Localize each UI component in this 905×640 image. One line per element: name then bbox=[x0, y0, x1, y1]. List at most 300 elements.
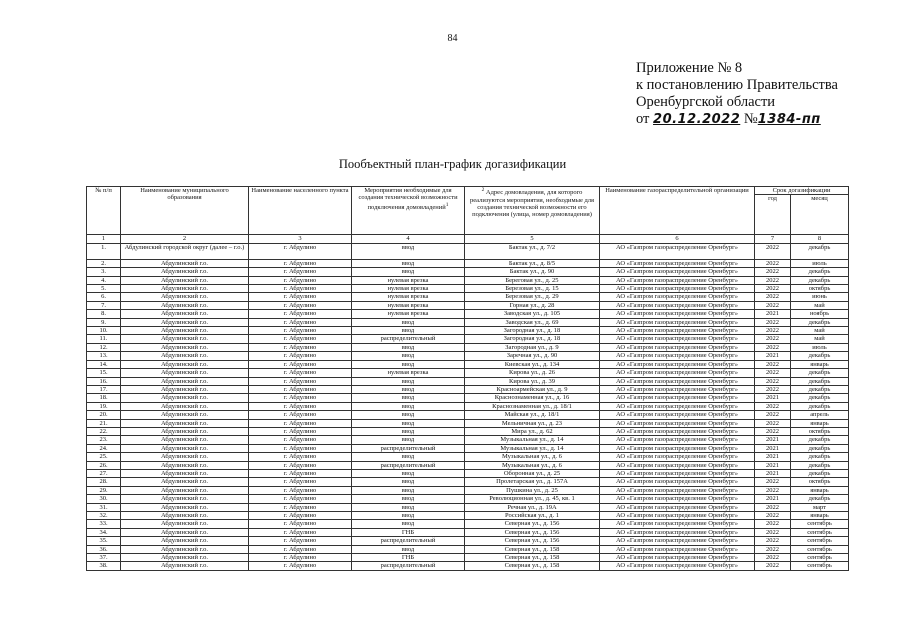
municipality-cell: Абдулинский г.о. bbox=[121, 327, 249, 335]
year-cell: 2022 bbox=[755, 411, 791, 419]
month-cell: декабрь bbox=[791, 436, 849, 444]
year-cell: 2022 bbox=[755, 512, 791, 520]
year-cell: 2021 bbox=[755, 394, 791, 402]
year-cell: 2022 bbox=[755, 335, 791, 343]
header-row bbox=[87, 187, 849, 195]
col-number: 8 bbox=[791, 235, 849, 243]
year-cell: 2022 bbox=[755, 259, 791, 267]
table-row bbox=[87, 335, 849, 343]
municipality-cell: Абдулинский г.о. bbox=[121, 285, 249, 293]
year-cell: 2022 bbox=[755, 537, 791, 545]
address-cell: Северная ул., д. 156 bbox=[465, 520, 600, 528]
month-cell: декабрь bbox=[791, 268, 849, 276]
table-row bbox=[87, 276, 849, 284]
year-cell: 2022 bbox=[755, 276, 791, 284]
month-cell: декабрь bbox=[791, 385, 849, 393]
org-cell: АО «Газпром газораспределение Оренбург» bbox=[600, 427, 755, 435]
header-measures-text: Мероприятия необходимые для создания технической возможности подключения домовладений bbox=[358, 187, 458, 211]
table-row bbox=[87, 352, 849, 360]
table-row bbox=[87, 495, 849, 503]
locality-cell: г. Абдулино bbox=[249, 285, 352, 293]
year-cell: 2022 bbox=[755, 385, 791, 393]
org-cell: АО «Газпром газораспределение Оренбург» bbox=[600, 419, 755, 427]
month-cell: октябрь bbox=[791, 427, 849, 435]
locality-cell: г. Абдулино bbox=[249, 453, 352, 461]
year-cell: 2022 bbox=[755, 318, 791, 326]
month-cell: июль bbox=[791, 343, 849, 351]
locality-cell: г. Абдулино bbox=[249, 537, 352, 545]
table-row bbox=[87, 394, 849, 402]
municipality-cell: Абдулинский г.о. bbox=[121, 310, 249, 318]
municipality-cell: Абдулинский г.о. bbox=[121, 369, 249, 377]
locality-cell: г. Абдулино bbox=[249, 554, 352, 562]
col-number: 3 bbox=[249, 235, 352, 243]
org-cell: АО «Газпром газораспределение Оренбург» bbox=[600, 444, 755, 452]
year-cell: 2021 bbox=[755, 495, 791, 503]
header-municipality: Наименование муниципального образования bbox=[121, 187, 249, 235]
year-cell: 2022 bbox=[755, 562, 791, 570]
org-cell: АО «Газпром газораспределение Оренбург» bbox=[600, 562, 755, 570]
row-number: 14. bbox=[87, 360, 121, 368]
municipality-cell: Абдулинский г.о. bbox=[121, 520, 249, 528]
measure-cell: ввод bbox=[352, 243, 465, 259]
year-cell: 2022 bbox=[755, 478, 791, 486]
municipality-cell: Абдулинский г.о. bbox=[121, 495, 249, 503]
year-cell: 2022 bbox=[755, 360, 791, 368]
address-cell: Российская ул., д. 1 bbox=[465, 512, 600, 520]
row-number: 34. bbox=[87, 528, 121, 536]
number-label: № bbox=[743, 111, 758, 127]
locality-cell: г. Абдулино bbox=[249, 444, 352, 452]
month-cell: январь bbox=[791, 512, 849, 520]
locality-cell: г. Абдулино bbox=[249, 461, 352, 469]
col-number: 1 bbox=[87, 235, 121, 243]
municipality-cell: Абдулинский г.о. bbox=[121, 486, 249, 494]
table-row bbox=[87, 512, 849, 520]
org-cell: АО «Газпром газораспределение Оренбург» bbox=[600, 503, 755, 511]
address-cell: Бактак ул., д. 8/5 bbox=[465, 259, 600, 267]
locality-cell: г. Абдулино bbox=[249, 352, 352, 360]
month-cell: декабрь bbox=[791, 276, 849, 284]
municipality-cell: Абдулинский г.о. bbox=[121, 318, 249, 326]
measure-cell: ввод bbox=[352, 495, 465, 503]
row-number: 28. bbox=[87, 478, 121, 486]
month-cell: декабрь bbox=[791, 444, 849, 452]
month-cell: декабрь bbox=[791, 461, 849, 469]
address-cell: Березовая ул., д. 29 bbox=[465, 293, 600, 301]
month-cell: сентябрь bbox=[791, 520, 849, 528]
address-cell: Горная ул., д. 28 bbox=[465, 301, 600, 309]
address-cell: Березовая ул., д. 15 bbox=[465, 285, 600, 293]
municipality-cell: Абдулинский г.о. bbox=[121, 268, 249, 276]
org-cell: АО «Газпром газораспределение Оренбург» bbox=[600, 243, 755, 259]
org-cell: АО «Газпром газораспределение Оренбург» bbox=[600, 310, 755, 318]
org-cell: АО «Газпром газораспределение Оренбург» bbox=[600, 495, 755, 503]
table-row bbox=[87, 461, 849, 469]
municipality-cell: Абдулинский г.о. bbox=[121, 259, 249, 267]
locality-cell: г. Абдулино bbox=[249, 486, 352, 494]
year-cell: 2021 bbox=[755, 469, 791, 477]
measure-cell: ввод bbox=[352, 327, 465, 335]
month-cell: январь bbox=[791, 419, 849, 427]
row-number: 24. bbox=[87, 444, 121, 452]
municipality-cell: Абдулинский г.о. bbox=[121, 554, 249, 562]
row-number: 6. bbox=[87, 293, 121, 301]
table-row bbox=[87, 385, 849, 393]
row-number: 31. bbox=[87, 503, 121, 511]
year-cell: 2022 bbox=[755, 427, 791, 435]
month-cell: октябрь bbox=[791, 478, 849, 486]
locality-cell: г. Абдулино bbox=[249, 512, 352, 520]
measure-cell: ввод bbox=[352, 503, 465, 511]
month-cell: май bbox=[791, 335, 849, 343]
year-cell: 2022 bbox=[755, 268, 791, 276]
table-body bbox=[87, 243, 849, 570]
measure-cell: ввод bbox=[352, 268, 465, 276]
year-cell: 2022 bbox=[755, 503, 791, 511]
header-year: год bbox=[755, 195, 791, 235]
col-number: 7 bbox=[755, 235, 791, 243]
month-cell: май bbox=[791, 327, 849, 335]
locality-cell: г. Абдулино bbox=[249, 419, 352, 427]
measure-cell: ввод bbox=[352, 436, 465, 444]
header-num: № п/п bbox=[87, 187, 121, 235]
municipality-cell: Абдулинский городской округ (далее – г.о.) bbox=[121, 243, 249, 259]
locality-cell: г. Абдулино bbox=[249, 545, 352, 553]
table-row bbox=[87, 285, 849, 293]
org-cell: АО «Газпром газораспределение Оренбург» bbox=[600, 554, 755, 562]
year-cell: 2022 bbox=[755, 402, 791, 410]
table-row bbox=[87, 402, 849, 410]
org-cell: АО «Газпром газораспределение Оренбург» bbox=[600, 402, 755, 410]
locality-cell: г. Абдулино bbox=[249, 385, 352, 393]
year-cell: 2021 bbox=[755, 352, 791, 360]
measure-cell: распределительный bbox=[352, 461, 465, 469]
locality-cell: г. Абдулино bbox=[249, 310, 352, 318]
table-row bbox=[87, 469, 849, 477]
year-cell: 2022 bbox=[755, 369, 791, 377]
gasification-table bbox=[86, 186, 849, 571]
row-number: 35. bbox=[87, 537, 121, 545]
measure-cell: ввод bbox=[352, 394, 465, 402]
month-cell: декабрь bbox=[791, 377, 849, 385]
locality-cell: г. Абдулино bbox=[249, 562, 352, 570]
municipality-cell: Абдулинский г.о. bbox=[121, 293, 249, 301]
measure-cell: ввод bbox=[352, 478, 465, 486]
municipality-cell: Абдулинский г.о. bbox=[121, 427, 249, 435]
address-cell: Загородная ул., д. 18 bbox=[465, 335, 600, 343]
address-cell: Кирова ул., д. 39 bbox=[465, 377, 600, 385]
table-row bbox=[87, 453, 849, 461]
measure-cell: распределительный bbox=[352, 562, 465, 570]
locality-cell: г. Абдулино bbox=[249, 369, 352, 377]
measure-cell: ввод bbox=[352, 352, 465, 360]
org-cell: АО «Газпром газораспределение Оренбург» bbox=[600, 327, 755, 335]
document-title: Пообъектный план-график догазификации bbox=[338, 157, 567, 171]
table-row bbox=[87, 478, 849, 486]
measure-cell: нулевая врезка bbox=[352, 285, 465, 293]
measure-cell: нулевая врезка bbox=[352, 276, 465, 284]
locality-cell: г. Абдулино bbox=[249, 276, 352, 284]
measure-cell: ввод bbox=[352, 402, 465, 410]
table-row bbox=[87, 520, 849, 528]
municipality-cell: Абдулинский г.о. bbox=[121, 537, 249, 545]
org-cell: АО «Газпром газораспределение Оренбург» bbox=[600, 343, 755, 351]
locality-cell: г. Абдулино bbox=[249, 394, 352, 402]
row-number: 12. bbox=[87, 343, 121, 351]
address-cell: Заводская ул., д. 105 bbox=[465, 310, 600, 318]
org-cell: АО «Газпром газораспределение Оренбург» bbox=[600, 369, 755, 377]
locality-cell: г. Абдулино bbox=[249, 503, 352, 511]
year-cell: 2022 bbox=[755, 419, 791, 427]
org-cell: АО «Газпром газораспределение Оренбург» bbox=[600, 461, 755, 469]
month-cell: декабрь bbox=[791, 453, 849, 461]
row-number: 4. bbox=[87, 276, 121, 284]
year-cell: 2021 bbox=[755, 461, 791, 469]
month-cell: декабрь bbox=[791, 243, 849, 259]
month-cell: декабрь bbox=[791, 402, 849, 410]
row-number: 21. bbox=[87, 419, 121, 427]
row-number: 9. bbox=[87, 318, 121, 326]
org-cell: АО «Газпром газораспределение Оренбург» bbox=[600, 377, 755, 385]
month-cell: декабрь bbox=[791, 318, 849, 326]
address-cell: Музыкальная ул., д. 6 bbox=[465, 453, 600, 461]
month-cell: сентябрь bbox=[791, 554, 849, 562]
locality-cell: г. Абдулино bbox=[249, 259, 352, 267]
table-row bbox=[87, 562, 849, 570]
measure-cell: ввод bbox=[352, 385, 465, 393]
row-number: 17. bbox=[87, 385, 121, 393]
row-number: 22. bbox=[87, 427, 121, 435]
address-cell: Северная ул., д. 156 bbox=[465, 528, 600, 536]
address-cell: Северная ул., д. 156 bbox=[465, 537, 600, 545]
municipality-cell: Абдулинский г.о. bbox=[121, 436, 249, 444]
locality-cell: г. Абдулино bbox=[249, 495, 352, 503]
table-row bbox=[87, 301, 849, 309]
address-cell: Бактак ул., д. 7/2 bbox=[465, 243, 600, 259]
address-cell: Оборонная ул., д. 25 bbox=[465, 469, 600, 477]
header-deadline: Срок догазификации bbox=[755, 187, 849, 195]
org-cell: АО «Газпром газораспределение Оренбург» bbox=[600, 318, 755, 326]
org-cell: АО «Газпром газораспределение Оренбург» bbox=[600, 385, 755, 393]
table-row bbox=[87, 427, 849, 435]
month-cell: декабрь bbox=[791, 469, 849, 477]
address-cell: Киевская ул., д. 134 bbox=[465, 360, 600, 368]
row-number: 13. bbox=[87, 352, 121, 360]
col-number: 6 bbox=[600, 235, 755, 243]
table-row bbox=[87, 419, 849, 427]
row-number: 15. bbox=[87, 369, 121, 377]
locality-cell: г. Абдулино bbox=[249, 528, 352, 536]
org-cell: АО «Газпром газораспределение Оренбург» bbox=[600, 285, 755, 293]
municipality-cell: Абдулинский г.о. bbox=[121, 562, 249, 570]
year-cell: 2022 bbox=[755, 520, 791, 528]
header-locality: Наименование населенного пункта bbox=[249, 187, 352, 235]
year-cell: 2021 bbox=[755, 453, 791, 461]
row-number: 33. bbox=[87, 520, 121, 528]
measure-cell: ГНБ bbox=[352, 528, 465, 536]
month-cell: октябрь bbox=[791, 285, 849, 293]
measure-cell: ГНБ bbox=[352, 554, 465, 562]
municipality-cell: Абдулинский г.о. bbox=[121, 411, 249, 419]
appendix-resolution: к постановлению Правительства bbox=[636, 77, 838, 93]
address-cell: Краснознаменная ул., д. 18/1 bbox=[465, 402, 600, 410]
org-cell: АО «Газпром газораспределение Оренбург» bbox=[600, 293, 755, 301]
month-cell: июль bbox=[791, 259, 849, 267]
municipality-cell: Абдулинский г.о. bbox=[121, 385, 249, 393]
measure-cell: распределительный bbox=[352, 537, 465, 545]
address-cell: Мельничная ул., д. 23 bbox=[465, 419, 600, 427]
municipality-cell: Абдулинский г.о. bbox=[121, 377, 249, 385]
locality-cell: г. Абдулино bbox=[249, 335, 352, 343]
address-cell: Заречная ул., д. 90 bbox=[465, 352, 600, 360]
measure-cell: ввод bbox=[352, 512, 465, 520]
month-cell: июнь bbox=[791, 293, 849, 301]
table-row bbox=[87, 369, 849, 377]
locality-cell: г. Абдулино bbox=[249, 301, 352, 309]
year-cell: 2022 bbox=[755, 243, 791, 259]
col-number: 5 bbox=[465, 235, 600, 243]
table-row bbox=[87, 411, 849, 419]
measure-cell: ввод bbox=[352, 343, 465, 351]
row-number: 16. bbox=[87, 377, 121, 385]
org-cell: АО «Газпром газораспределение Оренбург» bbox=[600, 478, 755, 486]
year-cell: 2022 bbox=[755, 293, 791, 301]
table-row bbox=[87, 293, 849, 301]
municipality-cell: Абдулинский г.о. bbox=[121, 419, 249, 427]
row-number: 19. bbox=[87, 402, 121, 410]
municipality-cell: Абдулинский г.о. bbox=[121, 478, 249, 486]
locality-cell: г. Абдулино bbox=[249, 293, 352, 301]
municipality-cell: Абдулинский г.о. bbox=[121, 461, 249, 469]
year-cell: 2022 bbox=[755, 545, 791, 553]
row-number: 32. bbox=[87, 512, 121, 520]
org-cell: АО «Газпром газораспределение Оренбург» bbox=[600, 528, 755, 536]
measure-cell: нулевая врезка bbox=[352, 310, 465, 318]
row-number: 25. bbox=[87, 453, 121, 461]
year-cell: 2022 bbox=[755, 327, 791, 335]
header-org: Наименование газораспределительной организации bbox=[600, 187, 755, 235]
org-cell: АО «Газпром газораспределение Оренбург» bbox=[600, 360, 755, 368]
table-row bbox=[87, 545, 849, 553]
year-cell: 2022 bbox=[755, 377, 791, 385]
municipality-cell: Абдулинский г.о. bbox=[121, 343, 249, 351]
address-cell: Пролетарская ул., д. 157А bbox=[465, 478, 600, 486]
measure-cell: ввод bbox=[352, 453, 465, 461]
org-cell: АО «Газпром газораспределение Оренбург» bbox=[600, 545, 755, 553]
month-cell: сентябрь bbox=[791, 537, 849, 545]
row-number: 23. bbox=[87, 436, 121, 444]
table-row bbox=[87, 268, 849, 276]
resolution-number: 1384-пп bbox=[757, 112, 821, 127]
locality-cell: г. Абдулино bbox=[249, 268, 352, 276]
address-cell: Речная ул., д. 19А bbox=[465, 503, 600, 511]
address-cell: Музыкальная ул., д. 6 bbox=[465, 461, 600, 469]
address-cell: Музыкальная ул., д. 14 bbox=[465, 444, 600, 452]
org-cell: АО «Газпром газораспределение Оренбург» bbox=[600, 335, 755, 343]
address-cell: Кирова ул., д. 26 bbox=[465, 369, 600, 377]
org-cell: АО «Газпром газораспределение Оренбург» bbox=[600, 411, 755, 419]
row-number: 26. bbox=[87, 461, 121, 469]
row-number: 10. bbox=[87, 327, 121, 335]
locality-cell: г. Абдулино bbox=[249, 436, 352, 444]
locality-cell: г. Абдулино bbox=[249, 318, 352, 326]
row-number: 3. bbox=[87, 268, 121, 276]
year-cell: 2022 bbox=[755, 343, 791, 351]
address-cell: Краснознаменная ул., д. 16 bbox=[465, 394, 600, 402]
locality-cell: г. Абдулино bbox=[249, 411, 352, 419]
appendix-title: Приложение № 8 bbox=[636, 60, 743, 76]
address-cell: Красноармейская ул., д. 9 bbox=[465, 385, 600, 393]
org-cell: АО «Газпром газораспределение Оренбург» bbox=[600, 268, 755, 276]
row-number: 5. bbox=[87, 285, 121, 293]
from-label: от bbox=[636, 111, 650, 127]
measure-cell: ввод bbox=[352, 520, 465, 528]
month-cell: март bbox=[791, 503, 849, 511]
month-cell: декабрь bbox=[791, 369, 849, 377]
org-cell: АО «Газпром газораспределение Оренбург» bbox=[600, 276, 755, 284]
month-cell: сентябрь bbox=[791, 545, 849, 553]
locality-cell: г. Абдулино bbox=[249, 402, 352, 410]
org-cell: АО «Газпром газораспределение Оренбург» bbox=[600, 301, 755, 309]
org-cell: АО «Газпром газораспределение Оренбург» bbox=[600, 352, 755, 360]
row-number: 36. bbox=[87, 545, 121, 553]
header-address bbox=[465, 187, 600, 235]
year-cell: 2022 bbox=[755, 301, 791, 309]
measure-cell: распределительный bbox=[352, 335, 465, 343]
col-number: 2 bbox=[121, 235, 249, 243]
month-cell: май bbox=[791, 301, 849, 309]
measure-cell: ввод bbox=[352, 427, 465, 435]
measure-cell: ввод bbox=[352, 411, 465, 419]
municipality-cell: Абдулинский г.о. bbox=[121, 360, 249, 368]
header-month: месяц bbox=[791, 195, 849, 235]
measure-cell: нулевая врезка bbox=[352, 293, 465, 301]
locality-cell: г. Абдулино bbox=[249, 360, 352, 368]
locality-cell: г. Абдулино bbox=[249, 520, 352, 528]
table-row bbox=[87, 486, 849, 494]
measure-cell: распределительный bbox=[352, 444, 465, 452]
measure-cell: ввод bbox=[352, 486, 465, 494]
row-number: 37. bbox=[87, 554, 121, 562]
row-number: 1. bbox=[87, 243, 121, 259]
table-row bbox=[87, 259, 849, 267]
month-cell: январь bbox=[791, 360, 849, 368]
table-row bbox=[87, 343, 849, 351]
org-cell: АО «Газпром газораспределение Оренбург» bbox=[600, 453, 755, 461]
page-number: 84 bbox=[447, 33, 458, 44]
row-number: 2. bbox=[87, 259, 121, 267]
municipality-cell: Абдулинский г.о. bbox=[121, 394, 249, 402]
table-row bbox=[87, 436, 849, 444]
org-cell: АО «Газпром газораспределение Оренбург» bbox=[600, 537, 755, 545]
address-cell: Северная ул., д. 158 bbox=[465, 545, 600, 553]
measure-cell: ввод bbox=[352, 469, 465, 477]
table-row bbox=[87, 310, 849, 318]
year-cell: 2022 bbox=[755, 285, 791, 293]
municipality-cell: Абдулинский г.о. bbox=[121, 469, 249, 477]
table-row bbox=[87, 377, 849, 385]
address-cell: Заводская ул., д. 69 bbox=[465, 318, 600, 326]
column-number-row bbox=[87, 235, 849, 243]
address-cell: Музыкальная ул., д. 14 bbox=[465, 436, 600, 444]
row-number: 20. bbox=[87, 411, 121, 419]
row-number: 18. bbox=[87, 394, 121, 402]
locality-cell: г. Абдулино bbox=[249, 343, 352, 351]
header-address-sup: 2 bbox=[481, 187, 485, 193]
appendix-region: Оренбургской области bbox=[636, 94, 776, 110]
year-cell: 2021 bbox=[755, 310, 791, 318]
